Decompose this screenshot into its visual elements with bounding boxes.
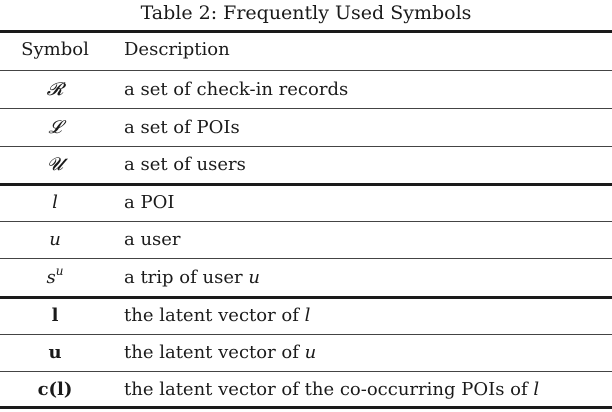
- row-description: the latent vector of l: [124, 305, 311, 326]
- row-divider: [0, 108, 612, 109]
- row-divider: [0, 371, 612, 372]
- row-description: the latent vector of the co-occurring POIs of l: [124, 379, 540, 400]
- header-symbol: Symbol: [21, 39, 89, 60]
- row-symbol: l: [52, 192, 58, 213]
- row-divider: [0, 146, 612, 147]
- row-symbol: l: [51, 305, 59, 326]
- row-symbol: c(l): [37, 379, 73, 400]
- row-symbol: 𝓤: [47, 154, 63, 175]
- table-caption: Table 2: Frequently Used Symbols: [140, 2, 472, 24]
- row-description: a POI: [124, 192, 175, 213]
- row-symbol: 𝓛: [48, 117, 62, 138]
- row-description: a set of users: [124, 154, 246, 175]
- table-bottom-rule: [0, 406, 612, 409]
- row-description: a trip of user u: [124, 267, 260, 288]
- row-description: a set of POIs: [124, 117, 240, 138]
- table-top-rule: [0, 30, 612, 33]
- row-description: the latent vector of u: [124, 342, 317, 363]
- group-rule: [0, 296, 612, 299]
- header-rule: [0, 70, 612, 71]
- row-divider: [0, 221, 612, 222]
- row-divider: [0, 258, 612, 259]
- row-description: a user: [124, 229, 181, 250]
- row-symbol: 𝓡: [46, 79, 64, 100]
- row-divider: [0, 334, 612, 335]
- row-symbol: u: [49, 229, 61, 250]
- row-description: a set of check-in records: [124, 79, 349, 100]
- group-rule: [0, 183, 612, 186]
- header-description: Description: [124, 39, 230, 60]
- row-symbol: $s^u$: [46, 264, 64, 288]
- row-symbol: u: [48, 342, 62, 363]
